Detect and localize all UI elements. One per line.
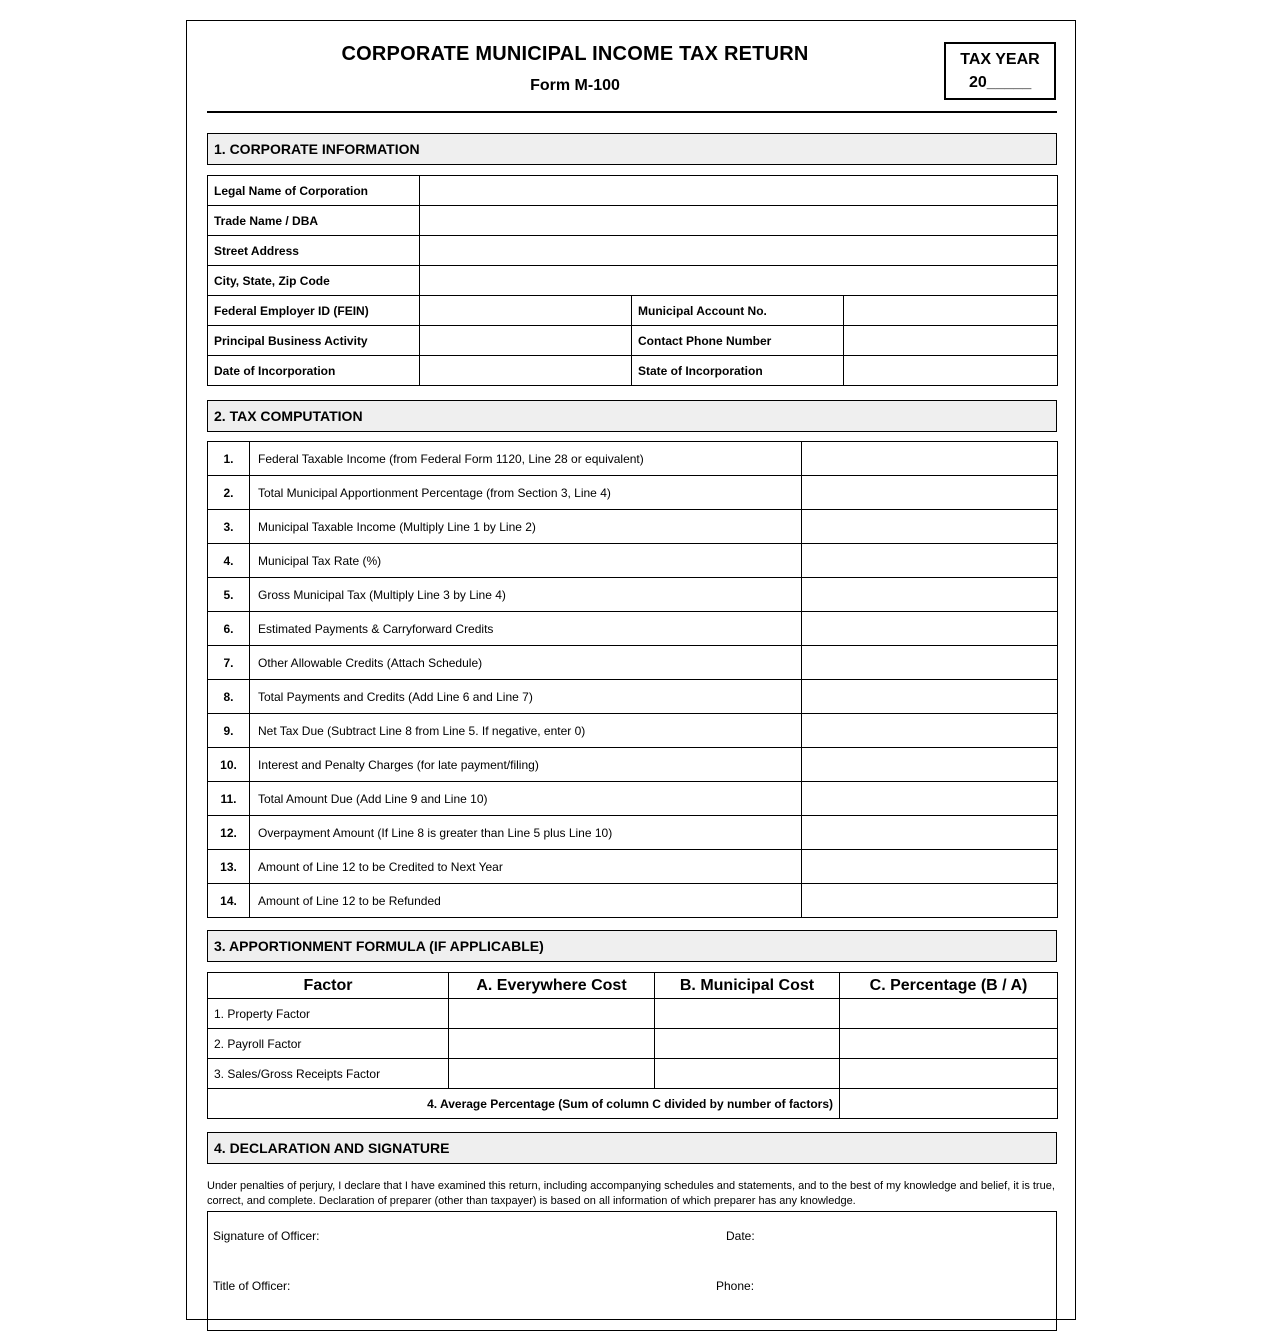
- table-row: [208, 850, 1058, 884]
- line-number: 3.: [208, 510, 250, 544]
- table-header-row: [208, 973, 1058, 999]
- line-description: Other Allowable Credits (Attach Schedule): [250, 646, 802, 680]
- table-row: [208, 1089, 1058, 1119]
- table-row: [208, 816, 1058, 850]
- line-number: 10.: [208, 748, 250, 782]
- table-row: [208, 296, 1058, 326]
- line-amount-field[interactable]: [802, 884, 1058, 918]
- line-number: 5.: [208, 578, 250, 612]
- line-amount-field[interactable]: [802, 544, 1058, 578]
- tax-year-label: TAX YEAR: [960, 51, 1040, 68]
- fein-label: Federal Employer ID (FEIN): [208, 296, 420, 326]
- table-row: [208, 266, 1058, 296]
- table-row: [208, 510, 1058, 544]
- table-row: [208, 680, 1058, 714]
- line-amount-field[interactable]: [802, 646, 1058, 680]
- everywhere-cost-column-header: A. Everywhere Cost: [449, 973, 655, 999]
- table-row: [208, 206, 1058, 236]
- line-number: 7.: [208, 646, 250, 680]
- sales-everywhere-field[interactable]: [449, 1059, 655, 1089]
- line-amount-field[interactable]: [802, 782, 1058, 816]
- trade-name-field[interactable]: [420, 206, 1058, 236]
- table-row: [208, 578, 1058, 612]
- line-description: Municipal Taxable Income (Multiply Line 1 by Line 2): [250, 510, 802, 544]
- sales-municipal-field[interactable]: [655, 1059, 840, 1089]
- incorporation-date-label: Date of Incorporation: [208, 356, 420, 386]
- payroll-municipal-field[interactable]: [655, 1029, 840, 1059]
- legal-name-label: Legal Name of Corporation: [208, 176, 420, 206]
- table-row: [208, 748, 1058, 782]
- sales-percentage-field[interactable]: [840, 1059, 1058, 1089]
- line-amount-field[interactable]: [802, 578, 1058, 612]
- line-description: Overpayment Amount (If Line 8 is greater than Line 5 plus Line 10): [250, 816, 802, 850]
- property-everywhere-field[interactable]: [449, 999, 655, 1029]
- trade-name-label: Trade Name / DBA: [208, 206, 420, 236]
- legal-name-field[interactable]: [420, 176, 1058, 206]
- table-row: [208, 714, 1058, 748]
- municipal-account-label: Municipal Account No.: [632, 296, 844, 326]
- contact-phone-field[interactable]: [844, 326, 1058, 356]
- section-1-heading: 1. CORPORATE INFORMATION: [207, 133, 1057, 165]
- form-header: [207, 41, 1057, 113]
- line-number: 8.: [208, 680, 250, 714]
- tax-form-page: [186, 20, 1076, 1320]
- line-description: Total Municipal Apportionment Percentage (from Section 3, Line 4): [250, 476, 802, 510]
- line-description: Amount of Line 12 to be Credited to Next Year: [250, 850, 802, 884]
- phone-label: Phone:: [716, 1279, 755, 1293]
- table-row: [208, 646, 1058, 680]
- table-row: [208, 176, 1058, 206]
- declaration-text: Under penalties of perjury, I declare that I have examined this return, including accompanying schedules and statements, and to the best of my knowledge and belief, it is true, correct, and complete. Declaration of preparer (other than taxpayer) is based on all information of which preparer has any knowledge.: [207, 1180, 1055, 1207]
- payroll-percentage-field[interactable]: [840, 1029, 1058, 1059]
- line-description: Net Tax Due (Subtract Line 8 from Line 5. If negative, enter 0): [250, 714, 802, 748]
- percentage-column-header: C. Percentage (B / A): [840, 973, 1058, 999]
- table-row: [208, 326, 1058, 356]
- average-percentage-field[interactable]: [840, 1089, 1058, 1119]
- line-description: Interest and Penalty Charges (for late payment/filing): [250, 748, 802, 782]
- city-state-zip-field[interactable]: [420, 266, 1058, 296]
- line-number: 9.: [208, 714, 250, 748]
- table-row: [208, 612, 1058, 646]
- line-description: Federal Taxable Income (from Federal Form 1120, Line 28 or equivalent): [250, 442, 802, 476]
- line-number: 12.: [208, 816, 250, 850]
- tax-year-field[interactable]: 20_____: [969, 74, 1032, 91]
- table-row: [208, 236, 1058, 266]
- city-state-zip-label: City, State, Zip Code: [208, 266, 420, 296]
- section-2-heading: 2. TAX COMPUTATION: [207, 400, 1057, 432]
- line-number: 6.: [208, 612, 250, 646]
- tax-computation-table: [207, 441, 1058, 918]
- line-amount-field[interactable]: [802, 612, 1058, 646]
- table-row: [208, 884, 1058, 918]
- municipal-account-field[interactable]: [844, 296, 1058, 326]
- line-number: 4.: [208, 544, 250, 578]
- table-row: [208, 356, 1058, 386]
- line-description: Gross Municipal Tax (Multiply Line 3 by Line 4): [250, 578, 802, 612]
- line-description: Estimated Payments & Carryforward Credits: [250, 612, 802, 646]
- form-number: Form M-100: [530, 77, 620, 94]
- line-amount-field[interactable]: [802, 748, 1058, 782]
- table-row: [208, 544, 1058, 578]
- line-description: Municipal Tax Rate (%): [250, 544, 802, 578]
- apportionment-table: [207, 972, 1058, 1119]
- incorporation-state-field[interactable]: [844, 356, 1058, 386]
- header-divider: [207, 111, 1057, 113]
- line-amount-field[interactable]: [802, 680, 1058, 714]
- table-row: [208, 1059, 1058, 1089]
- payroll-factor-label: 2. Payroll Factor: [208, 1029, 449, 1059]
- table-row: [208, 782, 1058, 816]
- line-description: Total Payments and Credits (Add Line 6 and Line 7): [250, 680, 802, 714]
- sales-factor-label: 3. Sales/Gross Receipts Factor: [208, 1059, 449, 1089]
- signature-label: Signature of Officer:: [213, 1229, 320, 1243]
- municipal-cost-column-header: B. Municipal Cost: [655, 973, 840, 999]
- line-number: 2.: [208, 476, 250, 510]
- line-amount-field[interactable]: [802, 476, 1058, 510]
- table-row: [208, 442, 1058, 476]
- signature-box: [207, 1211, 1057, 1331]
- line-number: 14.: [208, 884, 250, 918]
- property-municipal-field[interactable]: [655, 999, 840, 1029]
- form-title: CORPORATE MUNICIPAL INCOME TAX RETURN: [341, 43, 809, 65]
- corporate-info-table: [207, 175, 1058, 386]
- fein-field[interactable]: [420, 296, 632, 326]
- date-label: Date:: [726, 1229, 755, 1243]
- section-4-heading: 4. DECLARATION AND SIGNATURE: [207, 1132, 1057, 1164]
- street-address-label: Street Address: [208, 236, 420, 266]
- line-amount-field[interactable]: [802, 442, 1058, 476]
- line-amount-field[interactable]: [802, 510, 1058, 544]
- incorporation-date-field[interactable]: [420, 356, 632, 386]
- contact-phone-label: Contact Phone Number: [632, 326, 844, 356]
- property-percentage-field[interactable]: [840, 999, 1058, 1029]
- line-amount-field[interactable]: [802, 714, 1058, 748]
- business-activity-field[interactable]: [420, 326, 632, 356]
- table-row: [208, 1029, 1058, 1059]
- line-description: Amount of Line 12 to be Refunded: [250, 884, 802, 918]
- factor-column-header: Factor: [208, 973, 449, 999]
- business-activity-label: Principal Business Activity: [208, 326, 420, 356]
- property-factor-label: 1. Property Factor: [208, 999, 449, 1029]
- average-percentage-label: 4. Average Percentage (Sum of column C divided by number of factors): [208, 1089, 840, 1119]
- street-address-field[interactable]: [420, 236, 1058, 266]
- incorporation-state-label: State of Incorporation: [632, 356, 844, 386]
- officer-title-label: Title of Officer:: [213, 1279, 291, 1293]
- line-amount-field[interactable]: [802, 816, 1058, 850]
- section-3-heading: 3. APPORTIONMENT FORMULA (IF APPLICABLE): [207, 930, 1057, 962]
- line-number: 11.: [208, 782, 250, 816]
- table-row: [208, 999, 1058, 1029]
- payroll-everywhere-field[interactable]: [449, 1029, 655, 1059]
- line-description: Total Amount Due (Add Line 9 and Line 10): [250, 782, 802, 816]
- line-amount-field[interactable]: [802, 850, 1058, 884]
- line-number: 1.: [208, 442, 250, 476]
- tax-year-box[interactable]: [944, 42, 1056, 100]
- line-number: 13.: [208, 850, 250, 884]
- table-row: [208, 476, 1058, 510]
